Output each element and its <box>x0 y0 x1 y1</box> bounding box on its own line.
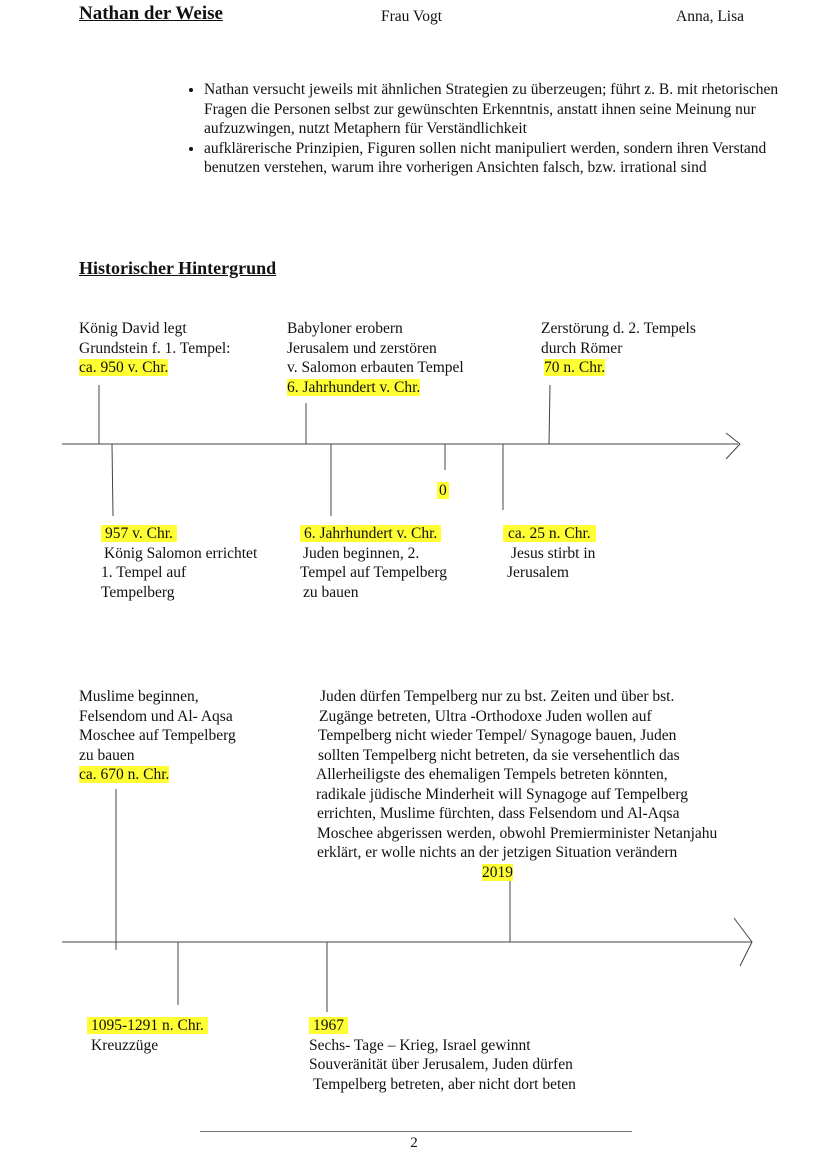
event-text-line: König David legt <box>79 320 187 337</box>
timeline2-event-muslims <box>79 687 236 785</box>
event-date: 1967 <box>309 1017 348 1034</box>
document-title: Nathan der Weise <box>79 3 223 24</box>
event-text-line: Juden beginnen, 2. <box>303 544 420 562</box>
event-date: ca. 25 n. Chr. <box>503 525 596 542</box>
section-heading: Historischer Hintergrund <box>79 258 277 278</box>
event-text-line: Juden dürfen Tempelberg nur zu bst. Zeiten und über bst. <box>320 688 675 705</box>
event-date: 957 v. Chr. <box>101 525 177 542</box>
event-text-line: Jesus stirbt in <box>511 544 596 562</box>
event-text-line: Jerusalem <box>507 564 569 581</box>
event-text-line: 1. Tempel auf <box>101 564 187 581</box>
timeline2-event-six-day-war <box>309 1016 576 1094</box>
event-text-line: sollten Tempelberg nicht betreten, da sie versehentlich das <box>318 746 680 764</box>
timeline1-tick-70ad <box>549 385 550 444</box>
event-text-line: König Salomon errichtet <box>104 544 258 562</box>
summary-bullet-2: • aufklärerische Prinzipien, Figuren sollen nicht manipuliert werden, sondern ihren Verstand benutzen verstehen, warum ihre vorherigen Ansichten falsch, bzw. irrational sind <box>204 139 794 178</box>
timeline1-tick-957bc <box>112 444 113 516</box>
timeline1-event-salomon <box>101 524 257 602</box>
event-text-line: Zerstörung d. 2. Tempels <box>541 320 696 337</box>
event-text-line: Kreuzzüge <box>91 1036 159 1054</box>
event-text-line: zu bauen <box>303 583 359 601</box>
event-date: 2019 <box>482 863 513 881</box>
event-text-line: Grundstein f. 1. Tempel: <box>79 339 231 357</box>
event-text-line: Sechs- Tage – Krieg, Israel gewinnt <box>309 1036 531 1054</box>
footer-divider <box>200 1131 632 1132</box>
summary-bullet-1: • Nathan versucht jeweils mit ähnlichen Strategien zu überzeugen; führt z. B. mit rhetorischen Fragen die Personen selbst zur gewünschten Erkenntnis, anstatt ihnen seine Meinung nur aufzuzwingen, nutzt Metaphern für Verständlichkeit <box>204 80 794 139</box>
event-text-line: Muslime beginnen, <box>79 688 199 705</box>
event-date: ca. 670 n. Chr. <box>79 766 170 783</box>
event-text-line: Jerusalem und zerstören <box>287 339 437 357</box>
event-text-line: Moschee abgerissen werden, obwohl Premierminister Netanjahu <box>317 824 718 842</box>
event-date: 6. Jahrhundert v. Chr. <box>287 378 421 396</box>
event-text-line: Felsendom und Al- Aqsa <box>79 707 233 725</box>
event-text-line: Allerheiligste des ehemaligen Tempels betreten könnten, <box>316 766 668 783</box>
event-date: ca. 950 v. Chr. <box>79 359 169 376</box>
event-date: 70 n. Chr. <box>544 359 606 376</box>
event-text-line: Moschee auf Tempelberg <box>79 727 236 744</box>
event-text-line: radikale jüdische Minderheit will Synagoge auf Tempelberg <box>316 785 688 803</box>
timeline1-event-jesus <box>503 524 596 583</box>
event-text-line: Zugänge betreten, Ultra -Orthodoxe Juden wollen auf <box>319 707 652 725</box>
event-text-line: Babyloner erobern <box>287 320 403 337</box>
event-text-line: v. Salomon erbauten Tempel <box>287 359 464 376</box>
event-text-line: Tempelberg betreten, aber nicht dort beten <box>313 1075 576 1093</box>
timeline1-event-second-temple-destruction <box>541 319 696 378</box>
timeline2-event-present-day <box>315 687 717 882</box>
event-text-line: Souveränität über Jerusalem, Juden dürfen <box>309 1056 573 1073</box>
timeline2-event-crusades <box>87 1016 208 1055</box>
timeline1-event-second-temple <box>300 524 447 602</box>
event-date: 6. Jahrhundert v. Chr. <box>300 525 441 542</box>
event-text-line: durch Römer <box>541 339 623 357</box>
event-date: 1095-1291 n. Chr. <box>87 1017 208 1034</box>
page-number: 2 <box>410 1135 418 1151</box>
teacher-name: Frau Vogt <box>381 8 443 25</box>
timeline1-arrowhead <box>726 433 740 459</box>
timeline1-event-king-david <box>79 319 230 378</box>
event-text-line: zu bauen <box>79 746 135 764</box>
event-text-line: Tempel auf Tempelberg <box>300 564 448 581</box>
author-names: Anna, Lisa <box>676 8 745 25</box>
event-text-line: errichten, Muslime fürchten, dass Felsendom und Al-Aqsa <box>317 805 680 822</box>
event-text-line: erklärt, er wolle nichts an der jetzigen Situation verändern <box>317 844 678 861</box>
timeline1-zero-label: 0 <box>439 482 447 499</box>
timeline1-event-babylonians <box>287 319 464 397</box>
event-text-line: Tempelberg <box>101 583 175 601</box>
event-text-line: Tempelberg nicht wieder Tempel/ Synagoge bauen, Juden <box>318 727 677 744</box>
